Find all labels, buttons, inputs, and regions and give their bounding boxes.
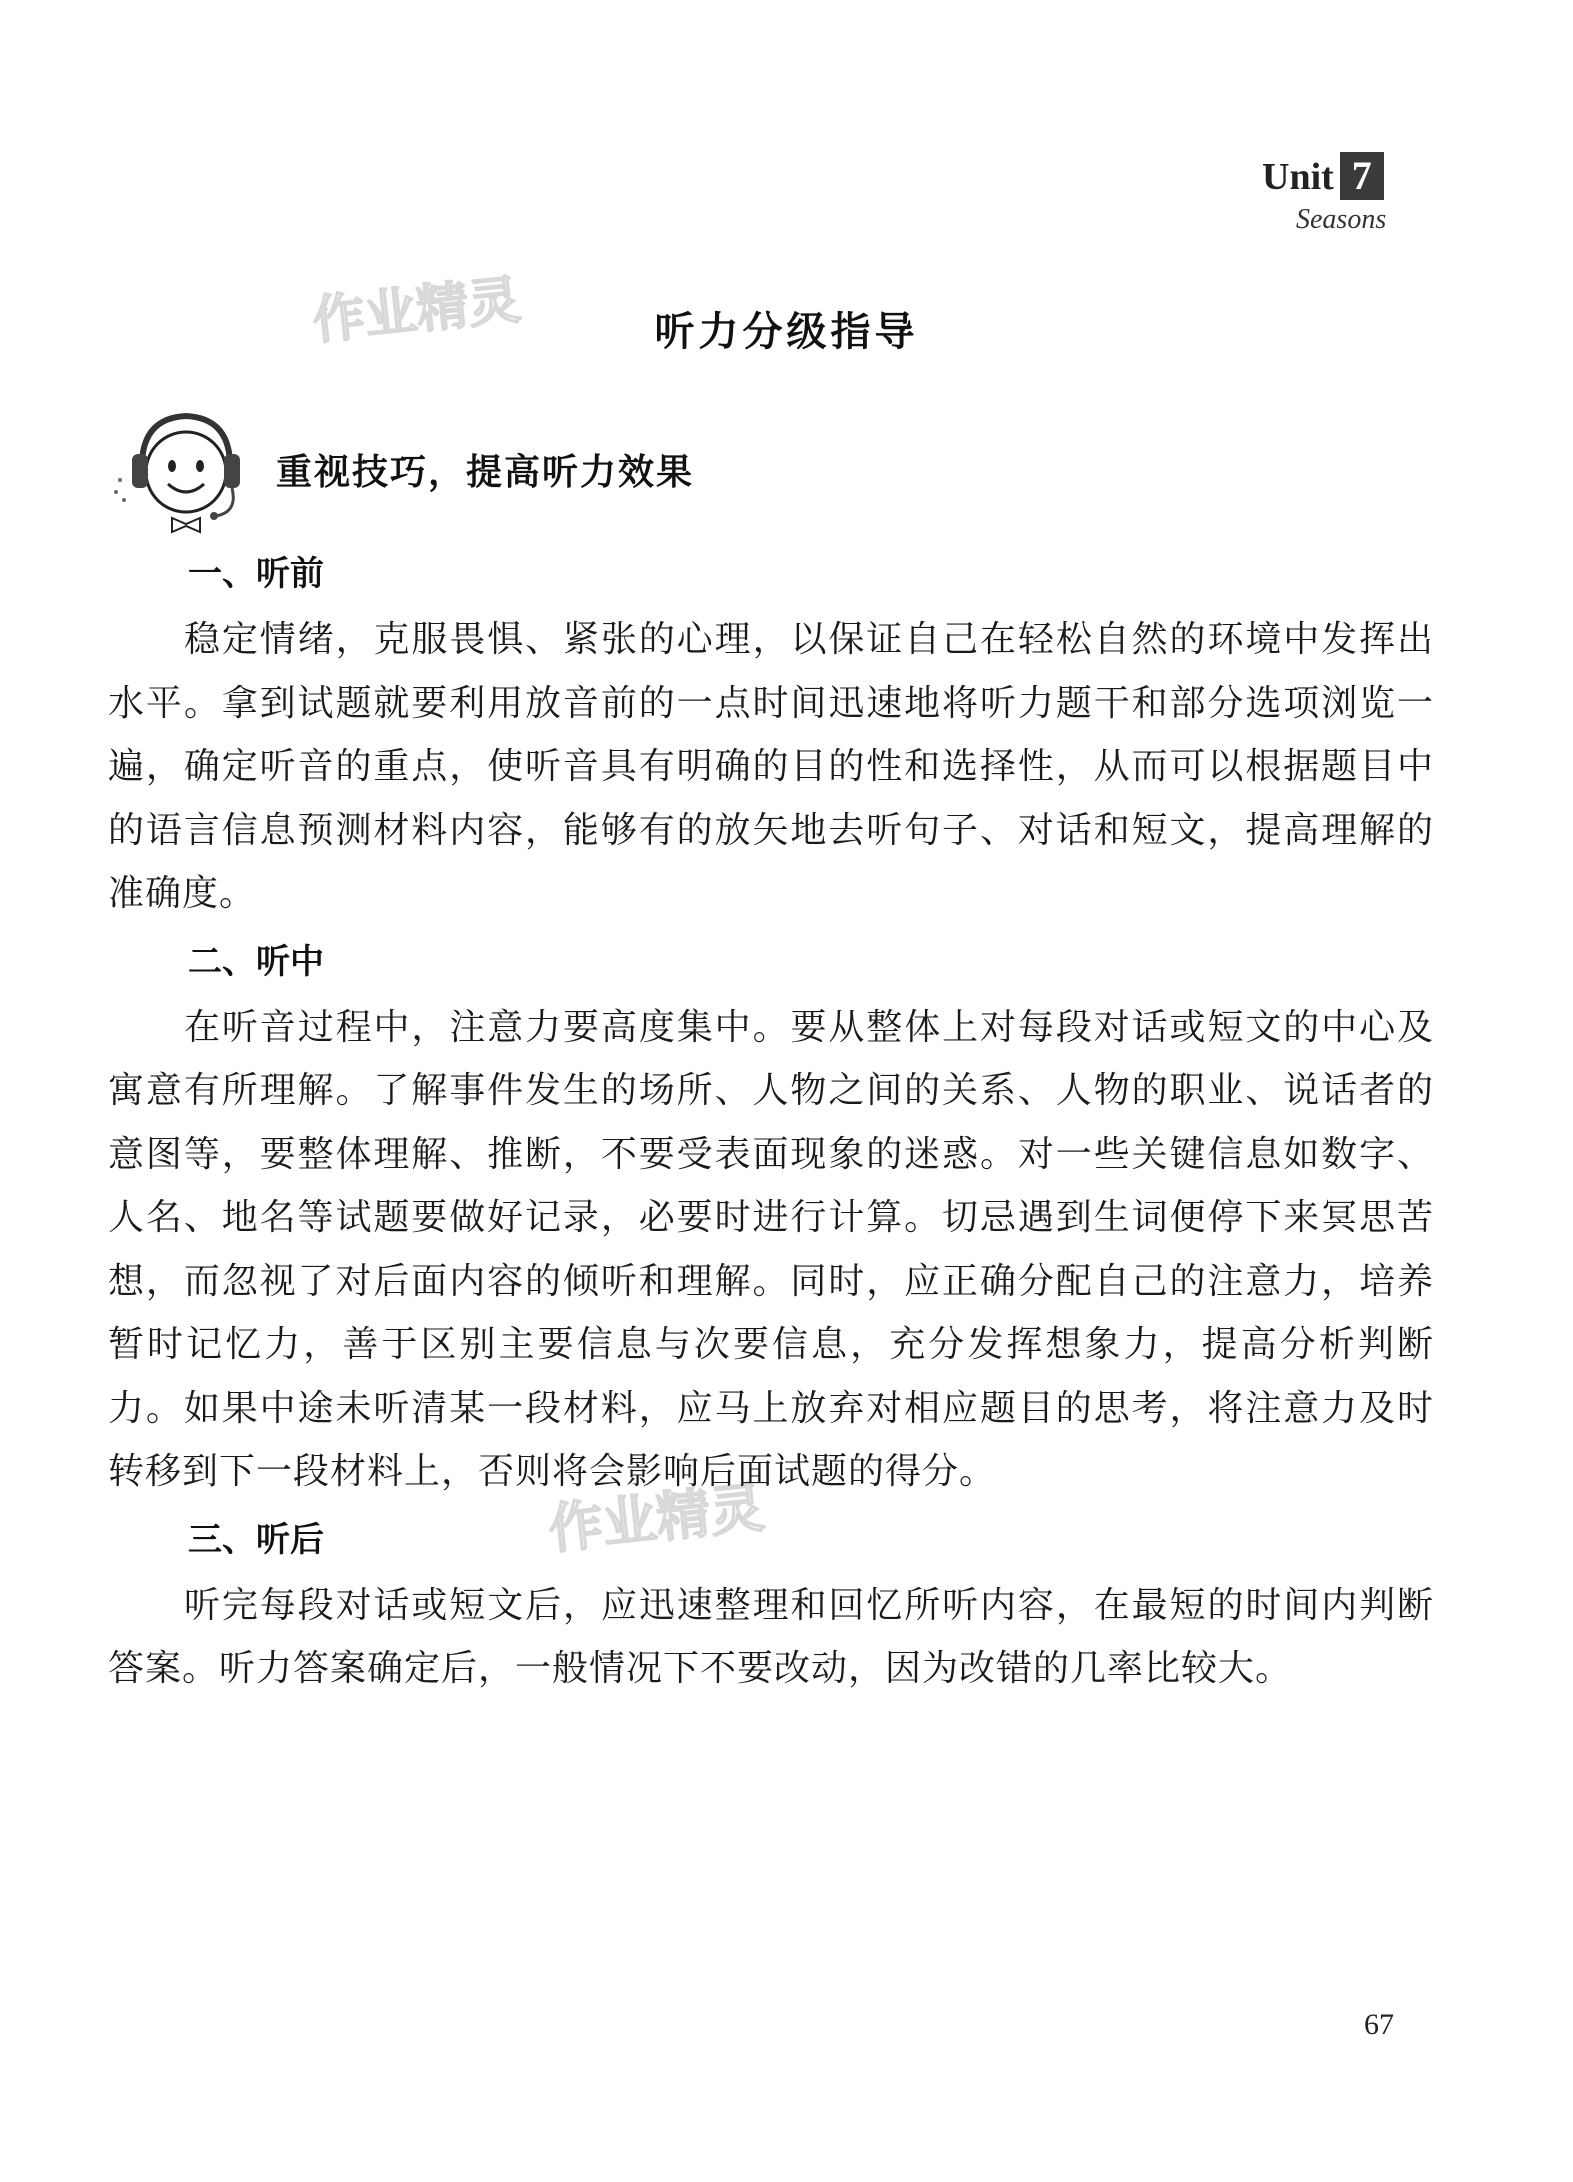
section-after-listening	[108, 1506, 1434, 1701]
section-heading: 二、听中	[188, 941, 324, 982]
section-paragraph: 在听音过程中，注意力要高度集中。要从整体上对每段对话或短文的中心及寓意有所理解。了解事件发生的场所、人物之间的关系、人物的职业、说话者的意图等，要整体理解、推断，不要受表面现象的迷惑。对一些关键信息如数字、人名、地名等试题要做好记录，必要时进行计算。切忌遇到生词便停下来冥思苦想，而忽视了对后面内容的倾听和理解。同时，应正确分配自己的注意力，培养暂时记忆力，善于区别主要信息与次要信息，充分发挥想象力，提高分析判断力。如果中途未听清某一段材料，应马上放弃对相应题目的思考，将注意力及时转移到下一段材料上，否则将会影响后面试题的得分。	[108, 1006, 1434, 1492]
section-heading: 一、听前	[188, 554, 324, 594]
headphones-smiley-icon	[104, 400, 254, 540]
section-before-listening	[108, 540, 1434, 926]
article-body	[108, 540, 1434, 1703]
section-heading: 三、听后	[188, 1519, 324, 1560]
section-paragraph: 稳定情绪，克服畏惧、紧张的心理，以保证自己在轻松自然的环境中发挥出水平。拿到试题就要利用放音前的一点时间迅速地将听力题干和部分选项浏览一遍，确定听音的重点，使听音具有明确的目的性和选择性，从而可以根据题目中的语言信息预测材料内容，能够有的放矢地去听句子、对话和短文，提高理解的准确度。	[108, 619, 1434, 914]
unit-label: Unit	[1262, 156, 1334, 198]
section-during-listening	[108, 928, 1434, 1504]
section-paragraph: 听完每段对话或短文后，应迅速整理和回忆所听内容，在最短的时间内判断答案。听力答案确定后，一般情况下不要改动，因为改错的几率比较大。	[108, 1584, 1434, 1689]
unit-subtitle: Seasons	[1296, 204, 1387, 235]
unit-number-badge: 7	[1340, 152, 1384, 200]
page-number: 67	[1364, 2008, 1394, 2041]
tip-heading: 重视技巧，提高听力效果	[276, 452, 695, 493]
unit-header	[1262, 152, 1384, 200]
watermark: 作业精灵	[310, 270, 524, 352]
page-title: 听力分级指导	[654, 309, 919, 355]
watermark: 作业精灵	[545, 1475, 768, 1562]
